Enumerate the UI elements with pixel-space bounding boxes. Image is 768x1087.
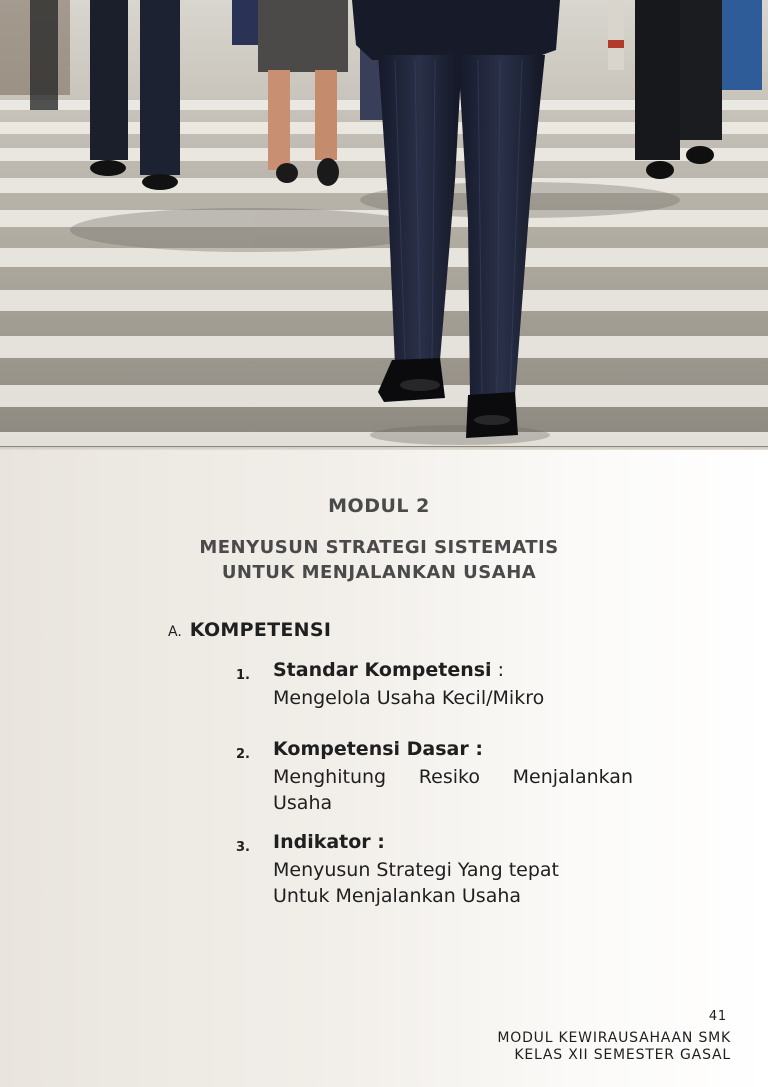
section-heading	[168, 619, 331, 641]
section-label: KOMPETENSI	[189, 619, 332, 641]
module-title-line-2: UNTUK MENJALANKAN USAHA	[221, 562, 537, 583]
item-body-line-1: Menyusun Strategi Yang tepat	[273, 859, 559, 881]
item-heading-text: Standar Kompetensi	[273, 659, 492, 681]
item-heading-text: Kompetensi Dasar :	[273, 738, 483, 760]
item-heading	[273, 831, 385, 853]
item-number: 2.	[236, 747, 250, 762]
item-body: Mengelola Usaha Kecil/Mikro	[273, 687, 545, 709]
footer-line-2: KELAS XII SEMESTER GASAL	[514, 1047, 731, 1063]
item-heading	[273, 738, 483, 760]
page-number: 41	[708, 1009, 727, 1024]
item-heading	[273, 659, 504, 681]
item-body	[273, 857, 633, 909]
item-number: 3.	[236, 840, 250, 855]
item-number: 1.	[236, 668, 250, 683]
item-heading-colon: :	[491, 659, 505, 681]
module-title-line-1: MENYUSUN STRATEGI SISTEMATIS	[199, 537, 559, 558]
section-letter: A.	[168, 624, 182, 640]
module-number: MODUL 2	[328, 495, 430, 517]
cover-photo	[0, 0, 768, 450]
item-body: Menghitung Resiko Menjalankan Usaha	[273, 766, 633, 814]
item-heading-text: Indikator :	[273, 831, 385, 853]
item-body-line-2: Untuk Menjalankan Usaha	[273, 885, 522, 907]
footer-line-1: MODUL KEWIRAUSAHAAN SMK	[497, 1030, 731, 1046]
